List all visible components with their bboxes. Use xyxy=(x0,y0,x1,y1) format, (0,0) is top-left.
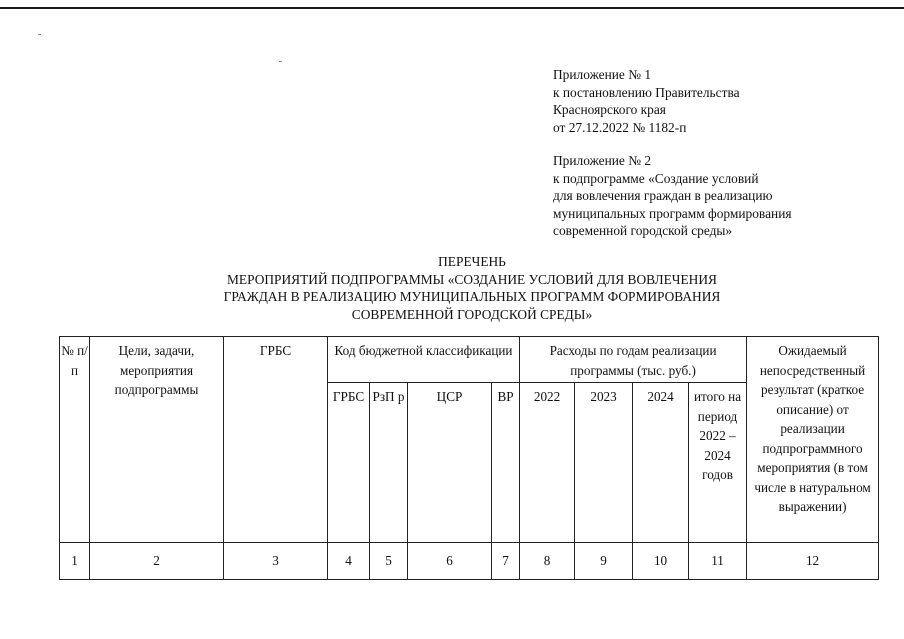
header-num: № п/п xyxy=(60,337,90,543)
subheader-2022: 2022 xyxy=(520,383,575,543)
title-line: МЕРОПРИЯТИЙ ПОДПРОГРАММЫ «СОЗДАНИЕ УСЛОВИЙ ДЛЯ ВОВЛЕЧЕНИЯ xyxy=(227,271,717,287)
header-result: Ожидаемый непосредственный результат (краткое описание) от реализации подпрограммного мероприятия (в том числе в натуральном выражении) xyxy=(747,337,879,543)
column-number: 7 xyxy=(492,543,520,580)
title-line: ГРАЖДАН В РЕАЛИЗАЦИЮ МУНИЦИПАЛЬНЫХ ПРОГРАММ ФОРМИРОВАНИЯ xyxy=(223,289,721,305)
column-number: 10 xyxy=(633,543,689,580)
document-title xyxy=(140,253,804,323)
subheader-total: итого на период 2022 – 2024 годов xyxy=(689,383,747,543)
column-number: 2 xyxy=(90,543,224,580)
top-border-line xyxy=(0,7,904,9)
appendix-1-line: Красноярского края xyxy=(553,102,666,118)
appendix-2-line: Приложение № 2 xyxy=(553,153,652,168)
title-line: ПЕРЕЧЕНЬ xyxy=(438,254,506,269)
appendix-2-line: муниципальных программ формирования xyxy=(553,205,792,221)
appendix-1-line: Приложение № 1 xyxy=(553,67,652,82)
column-number: 9 xyxy=(575,543,633,580)
appendix-2-line: современной городской среды» xyxy=(553,223,733,239)
scan-speck xyxy=(279,61,282,62)
title-line: СОВРЕМЕННОЙ ГОРОДСКОЙ СРЕДЫ» xyxy=(351,306,593,322)
header-grbs: ГРБС xyxy=(224,337,328,543)
activities-table xyxy=(59,336,879,580)
header-goals: Цели, задачи, мероприятия подпрограммы xyxy=(90,337,224,543)
subheader-csr: ЦСР xyxy=(408,383,492,543)
header-expenses: Расходы по годам реализации программы (тыс. руб.) xyxy=(520,337,747,383)
scan-speck xyxy=(38,34,41,35)
column-number: 11 xyxy=(689,543,747,580)
subheader-grbs: ГРБС xyxy=(328,383,370,543)
subheader-vr: ВР xyxy=(492,383,520,543)
appendix-2-line: к подпрограмме «Создание условий xyxy=(553,170,759,186)
table-header-row xyxy=(60,337,879,383)
column-number: 6 xyxy=(408,543,492,580)
appendix-2-block xyxy=(553,152,792,240)
appendix-1-block xyxy=(553,66,740,136)
subheader-2024: 2024 xyxy=(633,383,689,543)
column-number: 12 xyxy=(747,543,879,580)
column-number: 3 xyxy=(224,543,328,580)
subheader-2023: 2023 xyxy=(575,383,633,543)
column-number: 1 xyxy=(60,543,90,580)
header-budget-code: Код бюджетной классификации xyxy=(328,337,520,383)
subheader-rzpr: РзП р xyxy=(370,383,408,543)
column-number: 5 xyxy=(370,543,408,580)
column-number: 8 xyxy=(520,543,575,580)
column-numbers-row xyxy=(60,543,879,580)
appendix-2-line: для вовлечения граждан в реализацию xyxy=(553,188,773,204)
appendix-1-line: от 27.12.2022 № 1182-п xyxy=(553,119,687,135)
appendix-1-line: к постановлению Правительства xyxy=(553,84,740,100)
column-number: 4 xyxy=(328,543,370,580)
